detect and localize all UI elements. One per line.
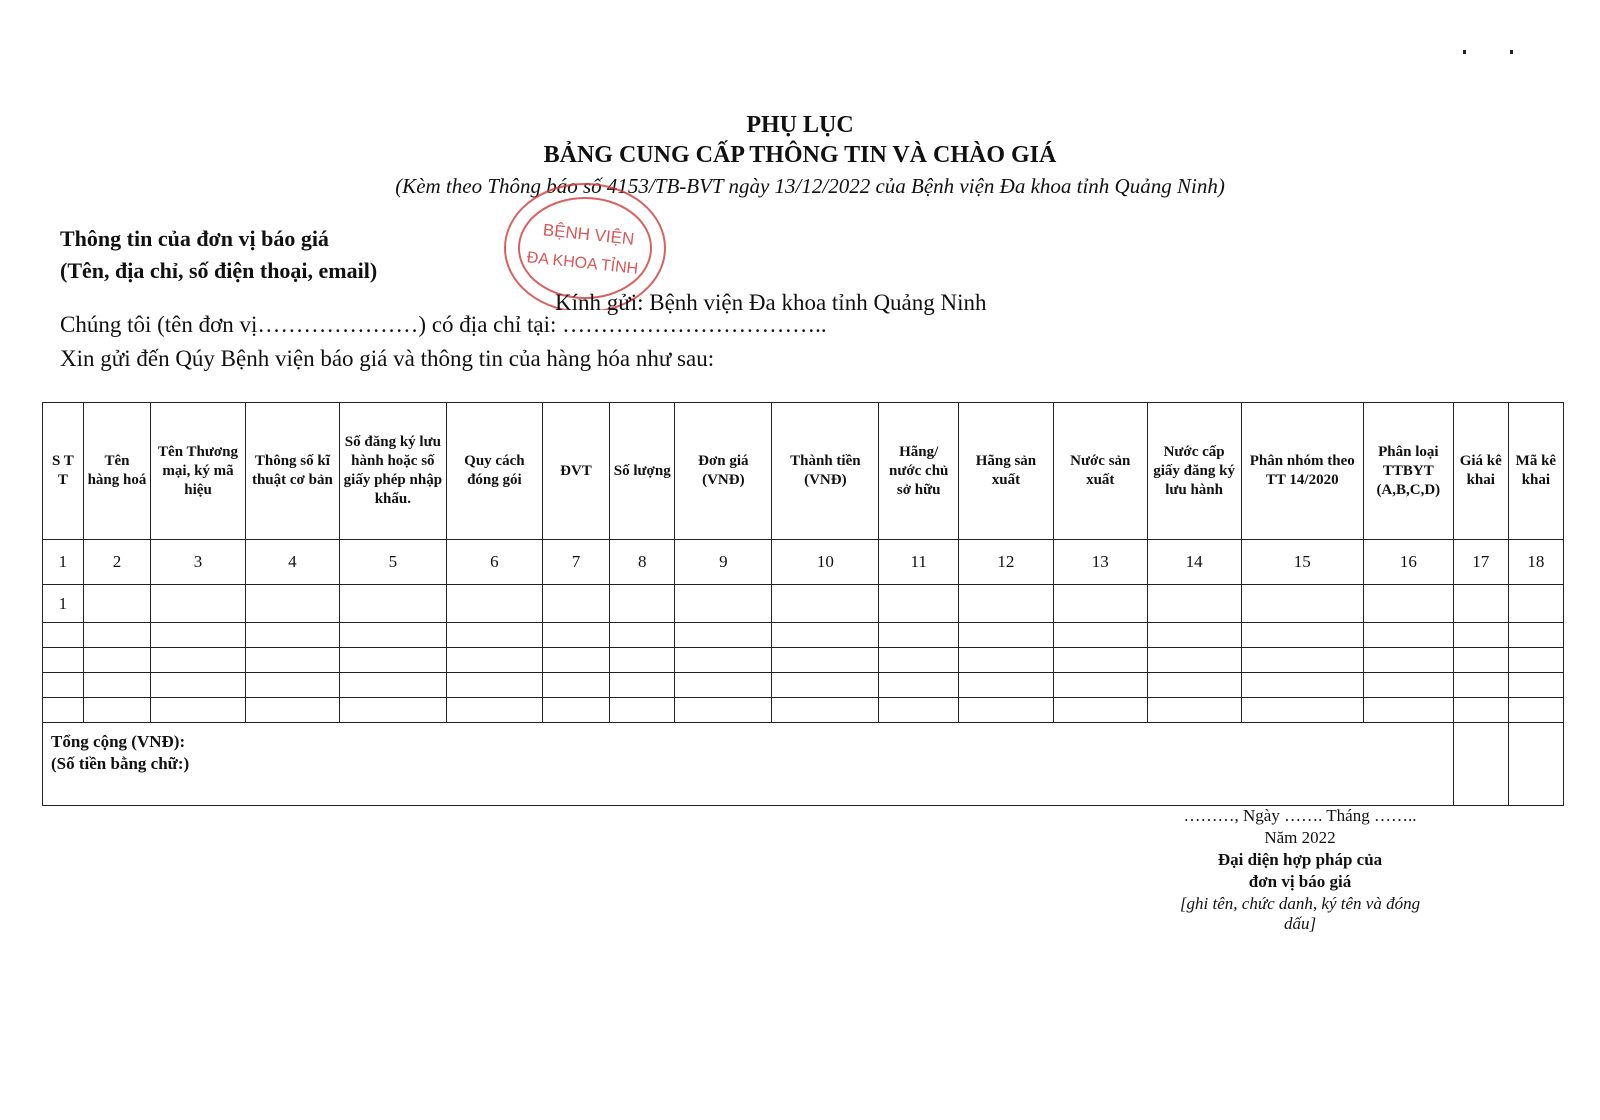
signature-note: [ghi tên, chức danh, ký tên và đóng (1179, 894, 1421, 913)
column-number: 17 (1453, 540, 1508, 585)
table-row (43, 648, 1564, 673)
header-cell: Đơn giá (VNĐ) (675, 403, 772, 540)
header-cell: Tên Thương mại, ký mã hiệu (151, 403, 246, 540)
header-cell: Nước cấp giấy đăng ký lưu hành (1147, 403, 1241, 540)
header-cell: Giá kê khai (1453, 403, 1508, 540)
table-row (43, 623, 1564, 648)
total-label-cell (43, 723, 1454, 806)
column-number: 11 (879, 540, 959, 585)
signature-note-continued: dấu] (1283, 914, 1317, 933)
column-number: 6 (446, 540, 542, 585)
recipient-line: Kính gửi: Bệnh viện Đa khoa tỉnh Quảng Ninh (555, 290, 987, 315)
header-cell: S T T (43, 403, 84, 540)
document-title: PHỤ LỤC (746, 112, 854, 138)
column-number: 2 (83, 540, 150, 585)
column-number: 9 (675, 540, 772, 585)
signature-date: ………, Ngày ……. Tháng …….. (1183, 806, 1417, 825)
column-number: 12 (958, 540, 1053, 585)
column-number: 4 (245, 540, 339, 585)
total-in-words-label: (Số tiền bằng chữ:) (51, 754, 190, 773)
column-number: 15 (1241, 540, 1363, 585)
quotation-table (42, 402, 1564, 806)
header-cell: Hãng/ nước chủ sở hữu (879, 403, 959, 540)
header-cell: Phân loại TTBYT (A,B,C,D) (1363, 403, 1453, 540)
table-row (43, 698, 1564, 723)
stamp-text-line1: BỆNH VIỆN (542, 220, 636, 249)
header-cell: Thành tiền (VNĐ) (772, 403, 879, 540)
header-cell: Thông số kĩ thuật cơ bản (245, 403, 339, 540)
scan-speck (1510, 50, 1513, 54)
column-number: 18 (1508, 540, 1563, 585)
header-cell: Phân nhóm theo TT 14/2020 (1241, 403, 1363, 540)
column-number: 7 (542, 540, 609, 585)
signature-representative-unit: đơn vị báo giá (1248, 872, 1352, 891)
column-number: 16 (1363, 540, 1453, 585)
header-cell: Tên hàng hoá (83, 403, 150, 540)
total-row (43, 723, 1564, 806)
column-number: 14 (1147, 540, 1241, 585)
company-address-line: Chúng tôi (tên đơn vị…………………) có địa chỉ tại: …………………………….. (60, 312, 827, 337)
document-subtitle: BẢNG CUNG CẤP THÔNG TIN VÀ CHÀO GIÁ (543, 142, 1057, 168)
header-cell: Số lượng (610, 403, 675, 540)
scan-speck (1463, 50, 1466, 54)
document-reference: (Kèm theo Thông báo số 4153/TB-BVT ngày 13/12/2022 của Bệnh viện Đa khoa tỉnh Quảng Ninh) (395, 174, 1225, 198)
column-number: 1 (43, 540, 84, 585)
header-cell: ĐVT (542, 403, 609, 540)
column-number: 13 (1053, 540, 1147, 585)
stamp-text-line2: ĐA KHOA TỈNH (526, 249, 639, 278)
header-row (43, 403, 1564, 540)
column-number: 10 (772, 540, 879, 585)
column-number: 3 (151, 540, 246, 585)
supplier-info-subheading: (Tên, địa chỉ, số điện thoại, email) (60, 258, 378, 283)
header-cell: Quy cách đóng gói (446, 403, 542, 540)
supplier-info-heading: Thông tin của đơn vị báo giá (60, 226, 329, 251)
table-row (43, 673, 1564, 698)
total-label: Tổng cộng (VNĐ): (51, 732, 186, 751)
header-cell: Hãng sản xuất (958, 403, 1053, 540)
header-cell: Nước sản xuất (1053, 403, 1147, 540)
header-cell: Mã kê khai (1508, 403, 1563, 540)
signature-year: Năm 2022 (1264, 828, 1336, 847)
header-cell: Số đăng ký lưu hành hoặc số giấy phép nhập khẩu. (339, 403, 446, 540)
signature-representative: Đại diện hợp pháp của (1217, 850, 1383, 869)
column-number-row (43, 540, 1564, 585)
column-number: 8 (610, 540, 675, 585)
table-row (43, 585, 1564, 623)
intro-line: Xin gửi đến Qúy Bệnh viện báo giá và thông tin của hàng hóa như sau: (60, 346, 715, 371)
stt-cell: 1 (43, 585, 84, 623)
column-number: 5 (339, 540, 446, 585)
